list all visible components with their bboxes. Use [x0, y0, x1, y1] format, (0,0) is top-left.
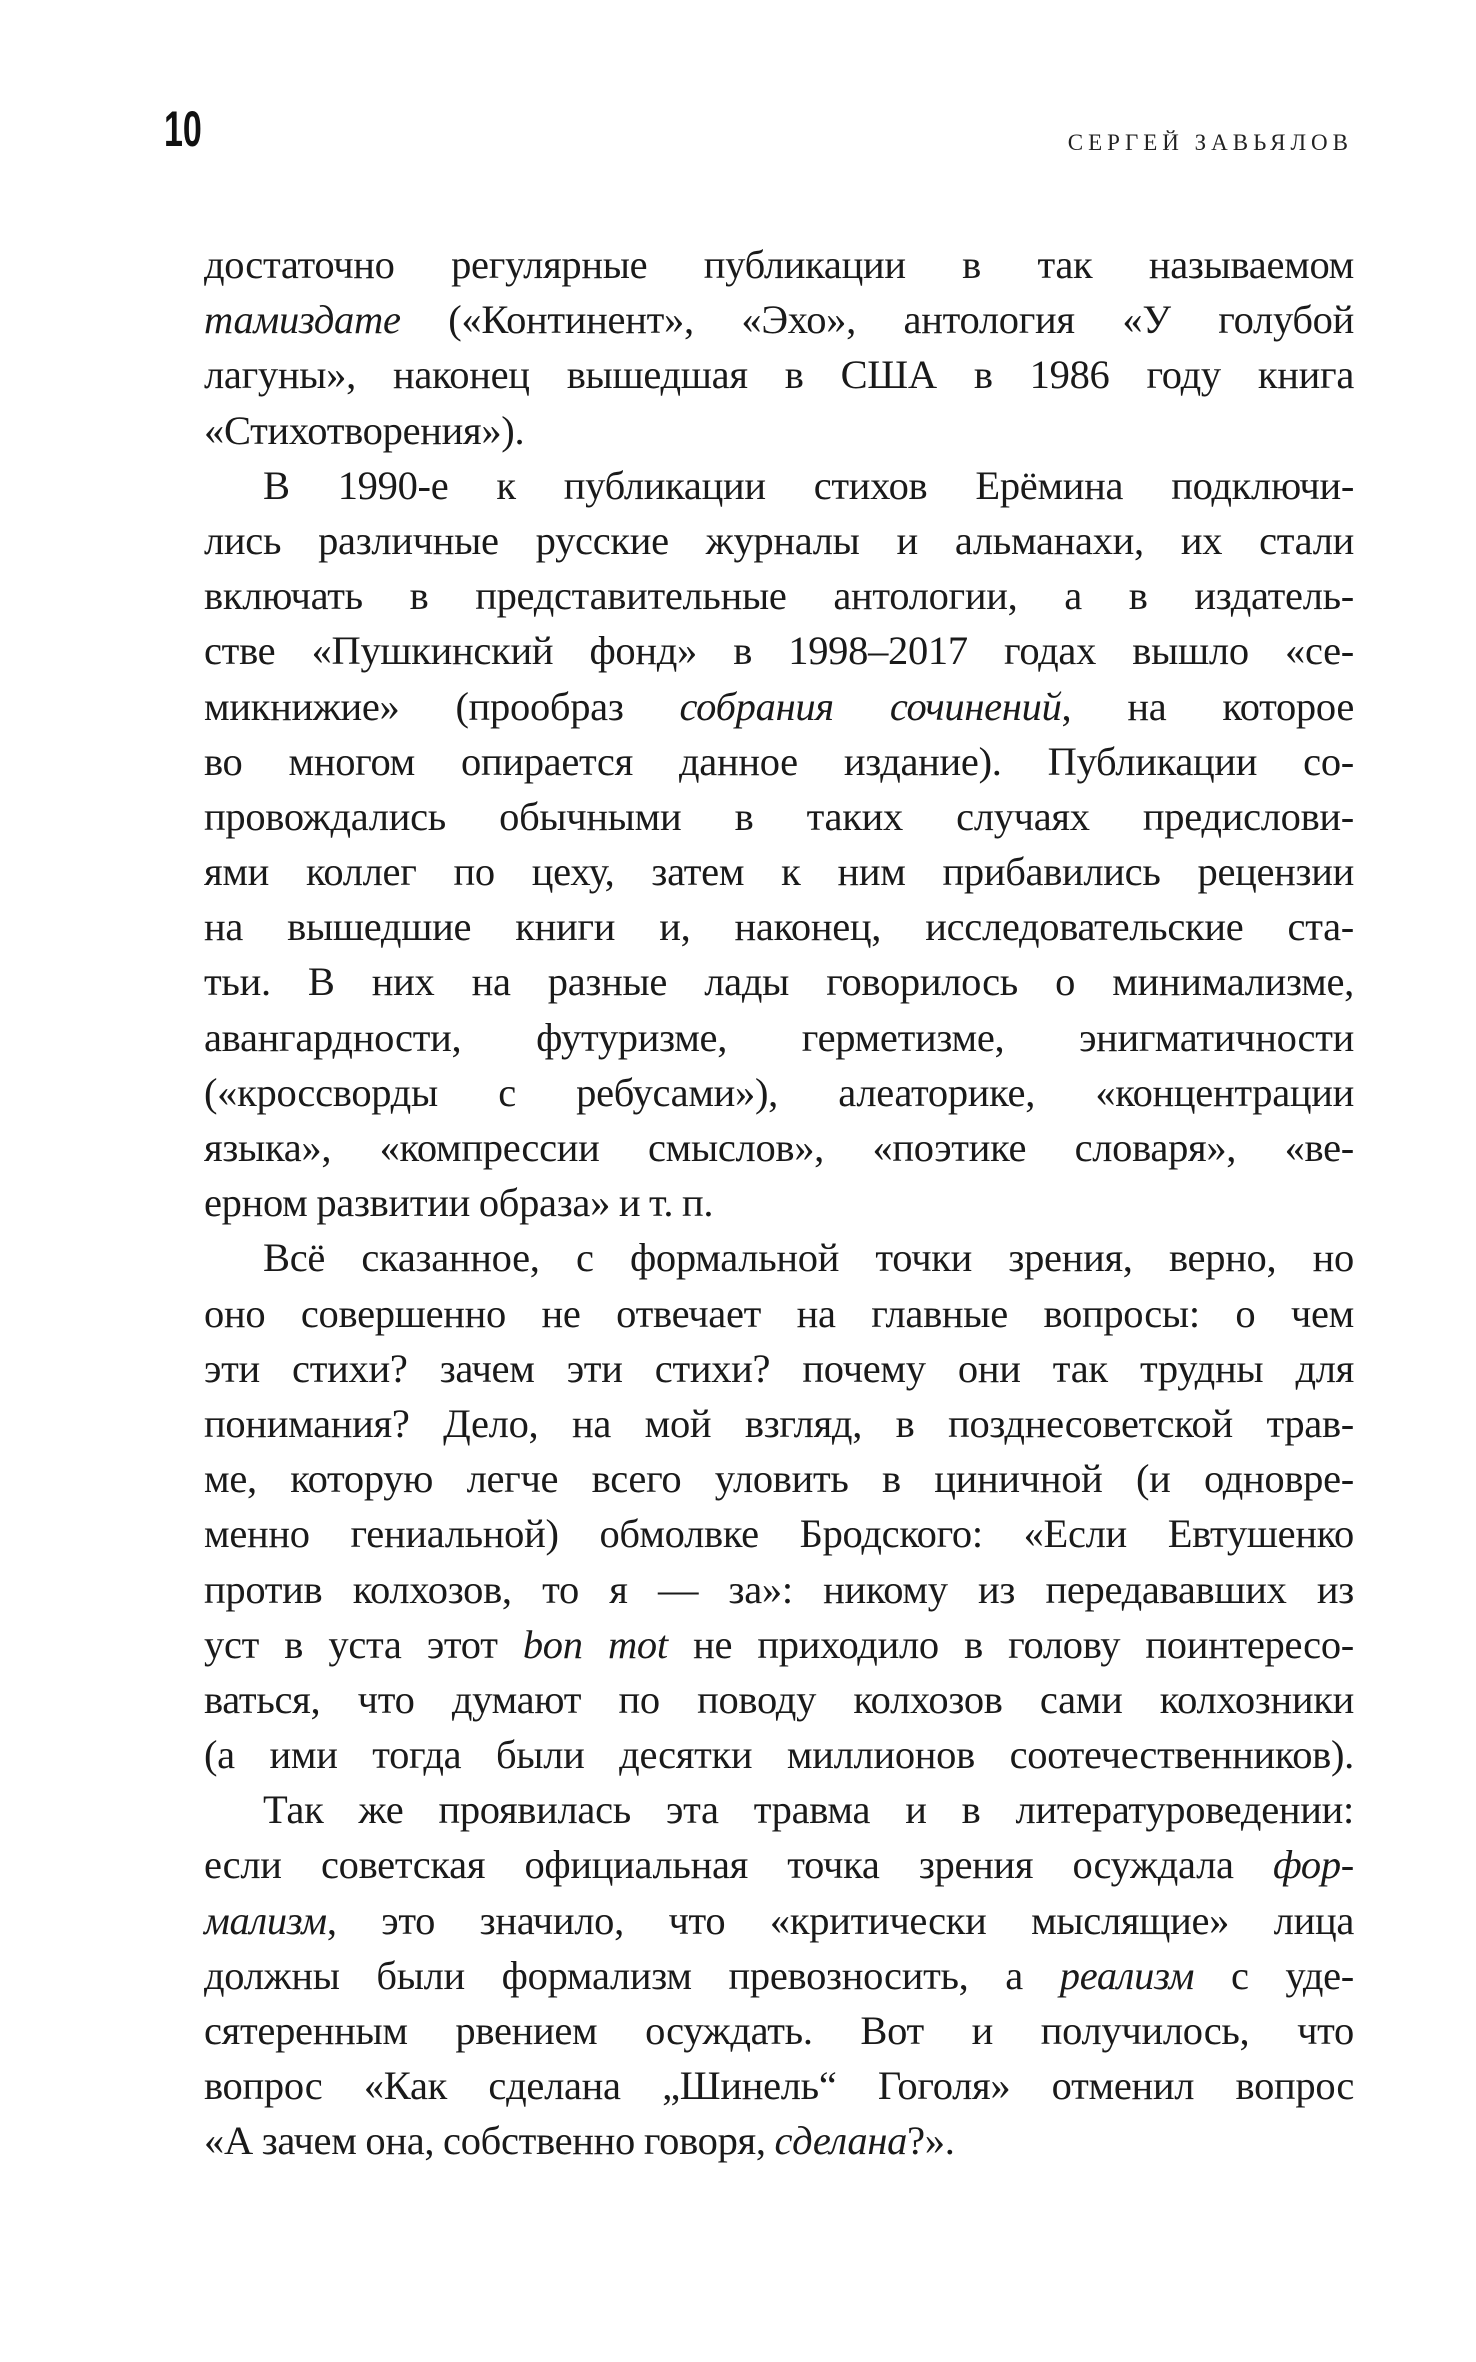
page-number: 10: [164, 101, 202, 157]
text-line: [204, 403, 1354, 458]
italic-text: фор-: [1272, 1842, 1354, 1888]
text-segment: если советская официальная точка зрения осуждала: [204, 1842, 1273, 1888]
text-line: [204, 237, 1354, 292]
text-segment: микнижие» (прообраз: [204, 683, 680, 729]
text-segment: уст в уста этот: [204, 1621, 523, 1667]
text-segment: во многом опирается данное издание). Публикации со-: [204, 738, 1354, 784]
text-segment: лись различные русские журналы и альманахи, их стали: [204, 517, 1354, 563]
text-line: [204, 1617, 1354, 1672]
text-line: [204, 844, 1354, 899]
text-segment: достаточно регулярные публикации в так называемом: [204, 242, 1354, 287]
text-line: [204, 1672, 1354, 1727]
text-line: [204, 679, 1354, 734]
text-segment: Так же проявилась эта травма и в литературоведении:: [263, 1787, 1354, 1833]
text-segment: вопрос «Как сделана „Шинель“ Гоголя» отменил вопрос: [204, 2063, 1354, 2109]
text-segment: «Стихотворения»).: [204, 407, 525, 453]
text-segment: стве «Пушкинский фонд» в 1998–2017 годах вышло «се-: [204, 628, 1354, 674]
text-segment: должны были формализм превозносить, а: [204, 1952, 1060, 1998]
text-line: [204, 1120, 1354, 1175]
text-segment: лагуны», наконец вышедшая в США в 1986 году книга: [204, 352, 1354, 398]
text-segment: на вышедшие книги и, наконец, исследовательские ста-: [204, 904, 1354, 950]
text-line: [204, 1506, 1354, 1561]
text-segment: языка», «компрессии смыслов», «поэтике словаря», «ве-: [204, 1125, 1354, 1170]
text-line: [204, 623, 1354, 678]
text-segment: (а ими тогда были десятки миллионов соотечественников).: [204, 1732, 1354, 1778]
italic-text: мализм: [204, 1897, 327, 1943]
text-line: [204, 2003, 1354, 2058]
text-line: [204, 347, 1354, 402]
text-segment: «А зачем она, собственно говоря,: [204, 2118, 775, 2164]
body-text: [204, 237, 1354, 2169]
text-segment: ме, которую легче всего уловить в циничной (и одновре-: [204, 1456, 1354, 1502]
text-line: [204, 1230, 1354, 1285]
text-line: [204, 789, 1354, 844]
text-line: [204, 458, 1354, 513]
text-line: [204, 954, 1354, 1009]
text-line: [204, 734, 1354, 789]
text-segment: сятеренным рвением осуждать. Вот и получилось, что: [204, 2008, 1354, 2053]
text-segment: оно совершенно не отвечает на главные вопросы: о чем: [204, 1290, 1354, 1336]
text-line: [204, 1175, 1354, 1230]
text-line: [204, 1341, 1354, 1396]
italic-text: bon mot: [522, 1621, 668, 1667]
text-line: [204, 1396, 1354, 1451]
text-line: [204, 1286, 1354, 1341]
italic-text: тамиздате: [204, 297, 401, 343]
text-line: [204, 2058, 1354, 2113]
text-segment: ерном развитии образа» и т. п.: [204, 1180, 714, 1226]
text-segment: , на которое: [1061, 683, 1354, 729]
text-segment: включать в представительные антологии, а в издатель-: [204, 573, 1354, 619]
running-head-author: СЕРГЕЙ ЗАВЬЯЛОВ: [1067, 130, 1353, 155]
text-line: [204, 1948, 1354, 2003]
text-segment: против колхозов, то я — за»: никому из передававших из: [204, 1566, 1354, 1612]
text-line: [204, 1782, 1354, 1837]
italic-text: реализм: [1059, 1952, 1195, 1998]
text-segment: авангардности, футуризме, герметизме, энигматичности: [204, 1014, 1354, 1060]
text-line: [204, 1065, 1354, 1120]
text-line: [204, 1010, 1354, 1065]
text-segment: Всё сказанное, с формальной точки зрения, верно, но: [263, 1235, 1354, 1281]
text-segment: менно гениальной) обмолвке Бродского: «Если Евтушенко: [204, 1511, 1354, 1557]
text-segment: («кроссворды с ребусами»), алеаторике, «концентрации: [204, 1069, 1354, 1115]
text-segment: провождались обычными в таких случаях предислови-: [204, 793, 1354, 839]
text-line: [204, 513, 1354, 568]
text-line: [204, 1837, 1354, 1892]
text-line: [204, 1727, 1354, 1782]
italic-text: собрания сочинений: [679, 683, 1062, 729]
text-segment: не приходило в голову поинтересо-: [667, 1621, 1354, 1667]
text-line: [204, 292, 1354, 347]
italic-text: сделана: [774, 2118, 908, 2164]
text-segment: ями коллег по цеху, затем к ним прибавились рецензии: [204, 849, 1354, 895]
text-segment: («Континент», «Эхо», антология «У голубой: [400, 297, 1354, 343]
text-segment: ваться, что думают по поводу колхозов сами колхозники: [204, 1676, 1354, 1722]
text-line: [204, 2113, 1354, 2168]
text-segment: эти стихи? зачем эти стихи? почему они так трудны для: [204, 1345, 1354, 1391]
text-segment: В 1990-е к публикации стихов Ерёмина подключи-: [263, 462, 1354, 508]
text-line: [204, 1451, 1354, 1506]
text-line: [204, 1893, 1354, 1948]
text-segment: понимания? Дело, на мой взгляд, в позднесоветской трав-: [204, 1400, 1354, 1446]
text-segment: с уде-: [1194, 1952, 1354, 1998]
text-line: [204, 899, 1354, 954]
text-line: [204, 1562, 1354, 1617]
text-segment: ?».: [907, 2118, 955, 2164]
text-segment: , это значило, что «критически мыслящие» лица: [326, 1897, 1354, 1943]
text-segment: тьи. В них на разные лады говорилось о минимализме,: [204, 959, 1354, 1005]
text-line: [204, 568, 1354, 623]
